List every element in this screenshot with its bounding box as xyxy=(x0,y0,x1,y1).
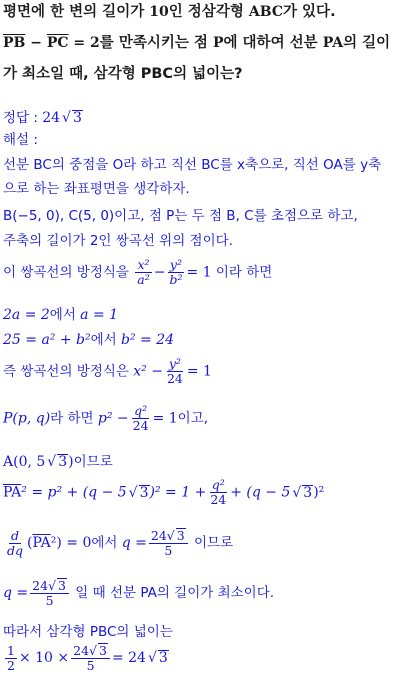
solution-line-13 xyxy=(3,578,274,608)
denominator: 24 xyxy=(210,492,227,507)
equation: 25 = a² + b² xyxy=(3,332,91,348)
answer-radicand: 3 xyxy=(72,110,82,126)
solution-line-5 xyxy=(3,258,272,287)
radicand: 3 xyxy=(303,484,313,501)
expression: ²) = 0 xyxy=(50,535,92,551)
number: 10 xyxy=(149,4,169,20)
solution-line-4: 주축의 길이가 2인 쌍곡선 위의 점이다. xyxy=(3,233,233,249)
numerator: 1 xyxy=(7,642,15,658)
numerator: 24 xyxy=(73,643,90,658)
fraction-one-half xyxy=(5,644,17,673)
segment-pb: $\overline{PB}$ xyxy=(3,35,26,51)
fraction-q2-24 xyxy=(208,478,228,507)
sqrt-symbol: √ xyxy=(89,643,98,658)
radicand: 3 xyxy=(158,650,168,666)
paren: ) xyxy=(68,454,74,470)
solution-line-14: 따라서 삼각형 PBC의 넓이는 xyxy=(3,624,173,640)
expression: )² = 1 + xyxy=(149,484,207,501)
radicand: 3 xyxy=(139,484,149,501)
solution-line-11 xyxy=(3,478,324,507)
expression: × 10 × xyxy=(18,650,70,666)
text: 라 하면 xyxy=(50,410,98,427)
radicand: 3 xyxy=(176,528,185,543)
denominator: 2 xyxy=(7,657,15,673)
equals: = 1 xyxy=(186,363,212,380)
derivative-operator xyxy=(5,529,25,558)
equals-2: = 2 xyxy=(68,35,100,51)
fraction-24sqrt3-5 xyxy=(30,578,69,608)
denominator: 5 xyxy=(86,658,95,673)
expression: = 24 xyxy=(111,650,146,666)
text: 를 만족시키는 점 xyxy=(99,35,213,51)
fraction-x2-a2 xyxy=(135,258,151,287)
problem-line-1 xyxy=(3,5,336,20)
denominator: 5 xyxy=(164,543,173,558)
solution-line-12 xyxy=(3,528,233,558)
triangle-name: ABC xyxy=(248,4,283,20)
q-equals: q = xyxy=(3,585,29,601)
point-p: P xyxy=(212,35,224,51)
segment-pa: $\overline{PA}$ xyxy=(3,484,22,501)
text: 가 있다. xyxy=(283,4,336,20)
solution-line-9 xyxy=(3,404,208,433)
text: 이고, xyxy=(177,410,209,427)
expression: ² = p² + (q − 5 xyxy=(21,484,127,501)
numerator: d xyxy=(11,527,20,543)
text: 일 때 선분 PA의 길이가 최소이다. xyxy=(75,585,275,601)
text: 이라 하면 xyxy=(215,264,273,281)
denominator: 24 xyxy=(166,371,183,386)
segment-pa: $\overline{PA}$ xyxy=(32,535,51,551)
equation: 2a = 2 xyxy=(3,307,50,323)
radicand: 3 xyxy=(99,643,107,658)
text: 에서 xyxy=(91,535,122,551)
radicand: 3 xyxy=(58,454,68,470)
solution-line-2: 으로 하는 좌표평면을 생각하자. xyxy=(3,181,190,197)
numerator: 24 xyxy=(32,578,49,593)
text: 에서 xyxy=(49,307,81,323)
fraction-y2-b2 xyxy=(167,258,184,287)
fraction-y2-24 xyxy=(165,357,185,386)
answer-label: 정답 : xyxy=(3,110,43,126)
point-a-coords: A(0, 5 xyxy=(3,454,46,470)
solution-line-10 xyxy=(3,454,113,470)
problem-line-2 xyxy=(3,36,390,51)
answer-coefficient: 24 xyxy=(42,110,61,126)
answer-line xyxy=(3,110,83,126)
text: 의 길이 xyxy=(343,35,391,51)
solution-line-1: 선분 BC의 중점을 O라 하고 직선 BC를 x축으로, 직선 OA를 y축 xyxy=(3,157,382,173)
expression: )² xyxy=(313,484,325,501)
sqrt-symbol: √ xyxy=(166,528,175,543)
fraction-q2-24 xyxy=(131,404,151,433)
expression: + (q − 5 xyxy=(230,484,291,501)
text: 즉 쌍곡선의 방정식은 xyxy=(3,363,134,380)
equation: a = 1 xyxy=(80,307,119,323)
sqrt-symbol: √ xyxy=(48,578,57,593)
p-squared: p² − xyxy=(97,410,129,427)
x-squared: x² − xyxy=(133,363,163,380)
minus: − xyxy=(25,35,47,51)
sqrt-symbol: √ xyxy=(147,650,157,666)
numerator: y² xyxy=(169,257,182,272)
numerator: y² xyxy=(168,356,181,371)
equation: b² = 24 xyxy=(120,332,175,348)
sqrt-symbol: √ xyxy=(47,454,57,470)
text: 이므로 xyxy=(194,535,234,551)
segment-pc: $\overline{PC}$ xyxy=(46,35,69,51)
problem-line-3: 가 최소일 때, 삼각형 PBC의 넓이는? xyxy=(3,66,243,82)
denominator: dq xyxy=(7,542,24,558)
denominator: 5 xyxy=(45,593,54,608)
explanation-label: 해설 : xyxy=(3,132,38,148)
minus: − xyxy=(153,264,166,281)
sqrt-symbol: √ xyxy=(128,484,138,501)
text: 에 대하여 선분 xyxy=(223,35,323,51)
q-equals: q = xyxy=(121,535,147,551)
sqrt-symbol: √ xyxy=(292,484,302,501)
numerator: x² xyxy=(137,257,150,272)
solution-line-8 xyxy=(3,343,212,386)
numerator: 24 xyxy=(150,528,167,543)
sqrt-symbol: √ xyxy=(62,110,71,126)
denominator: b² xyxy=(169,272,183,287)
solution-line-3: B(−5, 0), C(5, 0)이고, 점 P는 두 점 B, C를 초점으로 하고, xyxy=(3,208,358,224)
point-p-coords: P(p, q) xyxy=(3,410,51,427)
text: 이 쌍곡선의 방정식을 xyxy=(3,264,129,281)
paren: ( xyxy=(27,535,33,551)
equals: = 1 xyxy=(186,264,212,281)
text: 평면에 한 변의 길이가 xyxy=(3,4,150,20)
text: 에서 xyxy=(90,332,121,348)
denominator: a² xyxy=(137,272,150,287)
equals: = 1 xyxy=(152,410,178,427)
radicand: 3 xyxy=(58,578,66,593)
fraction-24sqrt3-5 xyxy=(71,643,110,673)
fraction-24sqrt3-5 xyxy=(149,528,188,558)
segment-pa: PA xyxy=(322,35,344,51)
numerator: q² xyxy=(211,477,225,492)
solution-line-15 xyxy=(3,643,169,673)
solution-line-6 xyxy=(3,308,118,323)
denominator: 24 xyxy=(132,418,149,433)
text: 인 정삼각형 xyxy=(168,4,249,20)
text: 이므로 xyxy=(73,454,113,470)
numerator: q² xyxy=(134,403,148,418)
